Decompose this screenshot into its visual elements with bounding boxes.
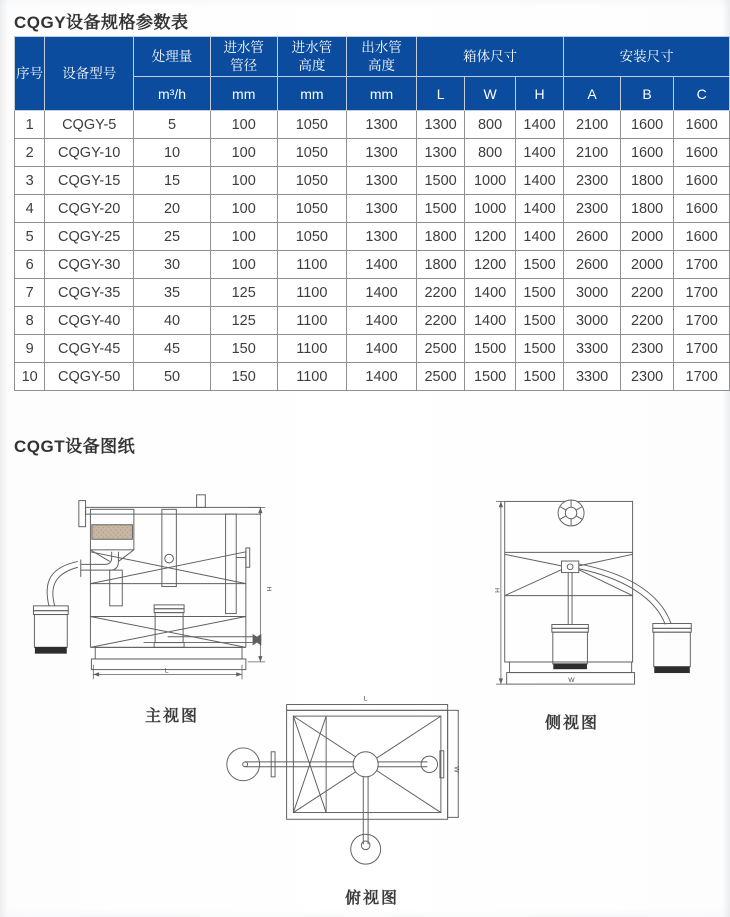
table-cell: 100 xyxy=(210,195,277,223)
table-cell: 1400 xyxy=(347,279,417,307)
table-cell: CQGY-40 xyxy=(45,307,134,335)
table-cell: 15 xyxy=(134,167,211,195)
table-cell: 800 xyxy=(465,139,515,167)
table-cell: 40 xyxy=(134,307,211,335)
table-cell: 1100 xyxy=(277,307,347,335)
spec-table xyxy=(14,36,730,391)
header-sub-b: B xyxy=(620,77,674,111)
table-cell: 2500 xyxy=(416,335,464,363)
table-cell: 800 xyxy=(465,111,515,139)
table-cell: 1700 xyxy=(674,363,730,391)
table-cell: 5 xyxy=(134,111,211,139)
table-cell: 100 xyxy=(210,251,277,279)
table-cell: CQGY-10 xyxy=(45,139,134,167)
table-cell: 9 xyxy=(15,335,45,363)
header-group-install-size: 安装尺寸 xyxy=(564,37,730,77)
table-cell: 1200 xyxy=(465,223,515,251)
table-cell: 1400 xyxy=(515,111,563,139)
header-sub-c: C xyxy=(674,77,730,111)
table-cell: 3 xyxy=(15,167,45,195)
table-row xyxy=(15,279,730,307)
table-cell: 1400 xyxy=(347,307,417,335)
table-cell: 1700 xyxy=(674,251,730,279)
header-sub-w: W xyxy=(465,77,515,111)
page-title: CQGY设备规格参数表 xyxy=(14,13,189,32)
table-cell: 1600 xyxy=(674,195,730,223)
table-cell: 2100 xyxy=(564,111,621,139)
header-serial-no: 序号 xyxy=(15,37,45,111)
table-cell: 8 xyxy=(15,307,45,335)
table-cell: 1100 xyxy=(277,279,347,307)
table-cell: 1600 xyxy=(620,111,674,139)
table-cell: 1500 xyxy=(515,279,563,307)
table-cell: 1100 xyxy=(277,335,347,363)
table-cell: 100 xyxy=(210,111,277,139)
table-cell: 1600 xyxy=(674,139,730,167)
header-inlet-diameter-line2: 管径 xyxy=(230,57,258,73)
table-cell: 2200 xyxy=(416,307,464,335)
table-cell: 2500 xyxy=(416,363,464,391)
dimension-label-l: L xyxy=(363,695,368,703)
table-cell: 1300 xyxy=(416,111,464,139)
table-cell: 125 xyxy=(210,307,277,335)
table-cell: 2300 xyxy=(620,363,674,391)
table-row xyxy=(15,335,730,363)
table-cell: 100 xyxy=(210,167,277,195)
table-cell: 1300 xyxy=(347,223,417,251)
table-cell: 2 xyxy=(15,139,45,167)
table-cell: 1400 xyxy=(515,139,563,167)
table-cell: 1050 xyxy=(277,167,347,195)
dimension-label-h: H xyxy=(493,587,501,593)
table-cell: 2100 xyxy=(564,139,621,167)
table-cell: 1600 xyxy=(674,223,730,251)
table-cell: 1 xyxy=(15,111,45,139)
side-view-label: 侧视图 xyxy=(544,715,600,732)
table-row xyxy=(15,139,730,167)
table-row xyxy=(15,167,730,195)
table-cell: 125 xyxy=(210,279,277,307)
table-cell: 20 xyxy=(134,195,211,223)
table-cell: 7 xyxy=(15,279,45,307)
table-cell: CQGY-50 xyxy=(45,363,134,391)
table-cell: 1000 xyxy=(465,195,515,223)
top-view-label: 俯视图 xyxy=(344,890,400,907)
header-sub-a: A xyxy=(564,77,621,111)
table-cell: CQGY-45 xyxy=(45,335,134,363)
table-cell: 1400 xyxy=(347,251,417,279)
table-cell: CQGY-25 xyxy=(45,223,134,251)
top-view-drawing xyxy=(222,692,492,911)
table-cell: 2200 xyxy=(620,279,674,307)
header-unit-mm-1: mm xyxy=(210,77,277,111)
table-cell: 35 xyxy=(134,279,211,307)
table-cell: 2600 xyxy=(564,223,621,251)
table-cell: 1600 xyxy=(674,111,730,139)
table-cell: 1300 xyxy=(347,139,417,167)
side-view-drawing xyxy=(473,487,723,727)
table-cell: 2200 xyxy=(416,279,464,307)
table-cell: 1500 xyxy=(416,195,464,223)
table-row xyxy=(15,111,730,139)
table-cell: 3000 xyxy=(564,279,621,307)
table-row xyxy=(15,223,730,251)
header-unit-mm-2: mm xyxy=(277,77,347,111)
table-cell: 1700 xyxy=(674,307,730,335)
table-cell: 2000 xyxy=(620,223,674,251)
table-cell: 150 xyxy=(210,335,277,363)
table-cell: 1300 xyxy=(416,139,464,167)
header-outlet-height-line2: 高度 xyxy=(368,57,396,73)
table-cell: 3300 xyxy=(564,335,621,363)
table-cell: 1700 xyxy=(674,335,730,363)
table-cell: 1400 xyxy=(465,307,515,335)
drawings-area xyxy=(0,460,730,917)
table-cell: 1500 xyxy=(416,167,464,195)
table-row xyxy=(15,251,730,279)
table-cell: 1400 xyxy=(515,167,563,195)
header-inlet-diameter xyxy=(210,37,277,77)
table-cell: 1300 xyxy=(347,111,417,139)
table-cell: 1100 xyxy=(277,251,347,279)
table-cell: 6 xyxy=(15,251,45,279)
dimension-label-l: L xyxy=(164,667,169,675)
table-cell: 1050 xyxy=(277,195,347,223)
table-cell: CQGY-20 xyxy=(45,195,134,223)
table-row xyxy=(15,307,730,335)
table-cell: CQGY-15 xyxy=(45,167,134,195)
header-unit-capacity: m³/h xyxy=(134,77,211,111)
table-cell: 2300 xyxy=(620,335,674,363)
table-cell: 1050 xyxy=(277,223,347,251)
table-cell: 1500 xyxy=(515,251,563,279)
table-cell: 1100 xyxy=(277,363,347,391)
table-cell: 2000 xyxy=(620,251,674,279)
table-cell: 50 xyxy=(134,363,211,391)
table-cell: 1000 xyxy=(465,167,515,195)
header-capacity: 处理量 xyxy=(134,37,211,77)
table-cell: 1200 xyxy=(465,251,515,279)
table-cell: 1050 xyxy=(277,111,347,139)
header-sub-h: H xyxy=(515,77,563,111)
table-cell: 30 xyxy=(134,251,211,279)
table-cell: 3000 xyxy=(564,307,621,335)
table-cell: 1800 xyxy=(416,223,464,251)
table-cell: 1300 xyxy=(347,195,417,223)
table-cell: 100 xyxy=(210,139,277,167)
table-cell: 5 xyxy=(15,223,45,251)
table-cell: 2300 xyxy=(564,167,621,195)
table-cell: 1700 xyxy=(674,279,730,307)
header-sub-l: L xyxy=(416,77,464,111)
dimension-label-w: W xyxy=(568,677,575,685)
header-group-box-size: 箱体尺寸 xyxy=(416,37,563,77)
table-cell: 1500 xyxy=(515,363,563,391)
table-cell: 1800 xyxy=(416,251,464,279)
table-cell: 100 xyxy=(210,223,277,251)
table-cell: 4 xyxy=(15,195,45,223)
header-inlet-height-line2: 高度 xyxy=(298,57,326,73)
table-row xyxy=(15,195,730,223)
table-cell: 1400 xyxy=(515,195,563,223)
header-outlet-height xyxy=(347,37,417,77)
table-cell: 1500 xyxy=(465,335,515,363)
table-cell: 1500 xyxy=(465,363,515,391)
header-outlet-height-line1: 出水管 xyxy=(361,40,402,55)
table-cell: 1050 xyxy=(277,139,347,167)
table-cell: 1400 xyxy=(347,335,417,363)
table-cell: 3300 xyxy=(564,363,621,391)
table-cell: 2600 xyxy=(564,251,621,279)
spec-table-body xyxy=(15,111,730,391)
table-cell: CQGY-30 xyxy=(45,251,134,279)
table-cell: 1800 xyxy=(620,195,674,223)
table-cell: 10 xyxy=(15,363,45,391)
table-cell: 25 xyxy=(134,223,211,251)
dimension-label-w: W xyxy=(452,766,460,773)
table-cell: CQGY-35 xyxy=(45,279,134,307)
front-view-label: 主视图 xyxy=(144,708,200,725)
spec-table-header xyxy=(15,37,730,111)
header-inlet-height xyxy=(277,37,347,77)
table-row xyxy=(15,363,730,391)
table-cell: 2300 xyxy=(564,195,621,223)
table-cell: 1300 xyxy=(347,167,417,195)
table-cell: 1400 xyxy=(347,363,417,391)
header-unit-mm-3: mm xyxy=(347,77,417,111)
front-view-drawing xyxy=(18,490,298,722)
header-inlet-diameter-line1: 进水管 xyxy=(223,40,264,55)
table-cell: 10 xyxy=(134,139,211,167)
table-cell: 1400 xyxy=(515,223,563,251)
table-cell: 150 xyxy=(210,363,277,391)
table-cell: 1600 xyxy=(674,167,730,195)
drawings-section-title: CQGT设备图纸 xyxy=(14,437,136,456)
table-cell: 1500 xyxy=(515,307,563,335)
table-cell: CQGY-5 xyxy=(45,111,134,139)
table-cell: 1800 xyxy=(620,167,674,195)
table-cell: 2200 xyxy=(620,307,674,335)
table-cell: 1600 xyxy=(620,139,674,167)
dimension-label-h: H xyxy=(265,586,273,592)
table-cell: 1400 xyxy=(465,279,515,307)
header-model: 设备型号 xyxy=(45,37,134,111)
header-inlet-height-line1: 进水管 xyxy=(291,40,333,55)
table-cell: 1500 xyxy=(515,335,563,363)
table-cell: 45 xyxy=(134,335,211,363)
